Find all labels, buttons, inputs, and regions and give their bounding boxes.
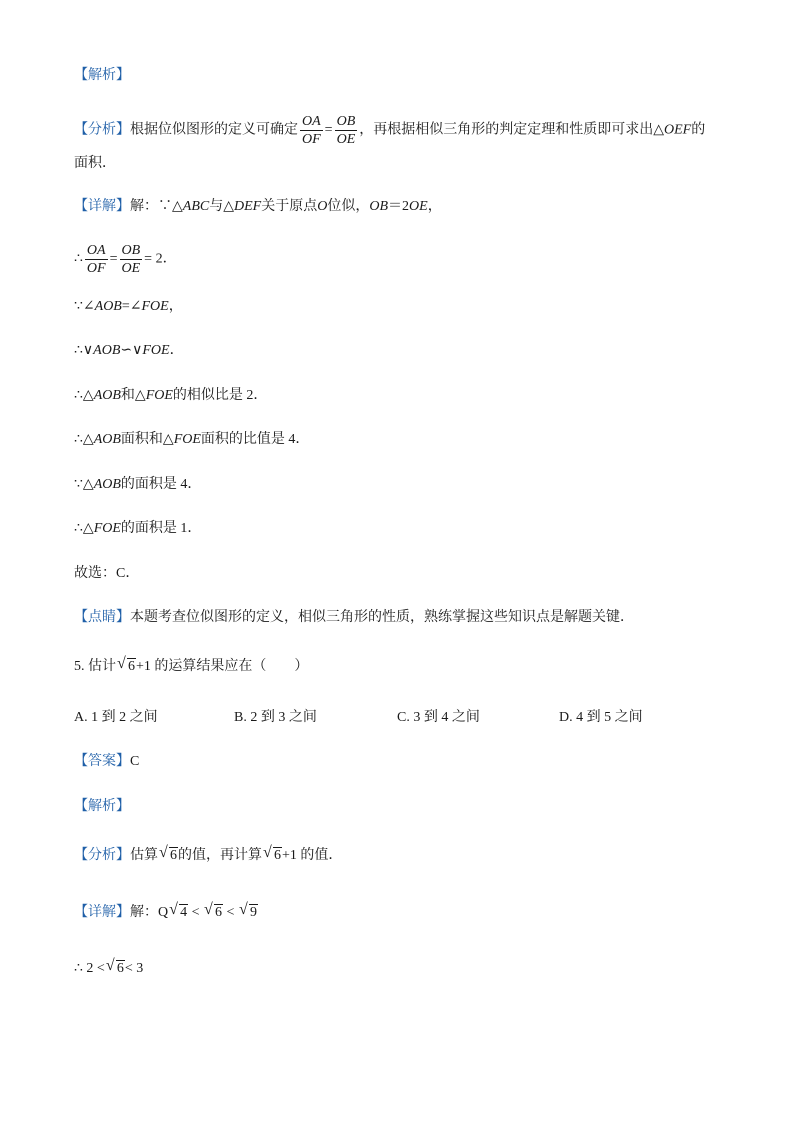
jiexi-heading: 【解析】 — [74, 68, 130, 83]
fenxi-line: 【分析】根据位似图形的定义可确定 $\frac{OA}{OF}$ = $\frac{OB}{OE}$ ，再根据相似三角形的判定定理和性质即可求出△OEF的 — [74, 114, 706, 147]
option-d[interactable]: D. 4 到 5 之间 — [559, 710, 643, 725]
sqrt-6: √ 6 — [118, 657, 136, 677]
step-area-ratio: ∴△AOB面积和△FOE面积的比值是 4． — [74, 432, 310, 447]
sqrt-9: √ 9 — [240, 903, 258, 923]
fenxi-text-a: 根据位似图形的定义可确定 — [130, 122, 298, 138]
fenxi-line-2: 面积． — [74, 156, 116, 171]
fraction-ob-oe: $\frac{OB}{OE}$ — [336, 114, 356, 147]
step-aob-area: ∵△AOB的面积是 4． — [74, 477, 202, 492]
question-5: 5. 估计√ 6+1 的运算结果应在（ ） — [74, 657, 308, 677]
jiexi-heading-2: 【解析】 — [74, 799, 130, 814]
fraction-oa-of: $\frac{OA}{OF}$ — [302, 114, 321, 147]
step-angle: ∵∠AOB=∠FOE， — [74, 299, 183, 314]
step-foe-area: ∴△FOE的面积是 1． — [74, 521, 202, 536]
fraction-oa-of-2: $\frac{OA}{OF}$ — [86, 243, 106, 276]
choice-line: 故选：C． — [74, 566, 140, 581]
step-ratio-2: ∴△AOB和△FOE的相似比是 2． — [74, 388, 268, 403]
xiangjie-line: 【详解】解：∵△ABC与△DEF关于原点O位似，OB＝2OE， — [74, 199, 442, 214]
option-c[interactable]: C. 3 到 4 之间 — [397, 710, 480, 725]
dianjing-line: 【点睛】本题考查位似图形的定义，相似三角形的性质，熟练掌握这些知识点是解题关键． — [74, 610, 634, 625]
xiangjie-line-q5: 【详解】解：Q√ 4 < √ 6 < √ 9 — [74, 903, 258, 923]
answer-line: 【答案】C — [74, 754, 140, 769]
final-inequality: ∴ 2 <√ 6< 3 — [74, 959, 143, 979]
sqrt-6-b: √ 6 — [264, 846, 282, 866]
sqrt-4: √ 4 — [170, 903, 188, 923]
step-ratio: ∴ $\frac{OA}{OF}$ = $\frac{OB}{OE}$ = 2． — [74, 243, 177, 276]
fenxi-line-q5: 【分析】估算√ 6的值，再计算√ 6+1 的值． — [74, 846, 342, 866]
fenxi-tag: 【分析】 — [74, 122, 130, 138]
sqrt-6-c: √ 6 — [205, 903, 223, 923]
fenxi-text-b: ，再根据相似三角形的判定定理和性质即可求出△ — [359, 122, 665, 138]
option-b[interactable]: B. 2 到 3 之间 — [234, 710, 317, 725]
fraction-ob-oe-2: $\frac{OB}{OE}$ — [121, 243, 141, 276]
step-similar: ∴∨AOB∽∨FOE． — [74, 343, 184, 358]
sqrt-6-a: √ 6 — [160, 846, 178, 866]
option-a[interactable]: A. 1 到 2 之间 — [74, 710, 158, 725]
sqrt-6-d: √ 6 — [107, 959, 125, 979]
